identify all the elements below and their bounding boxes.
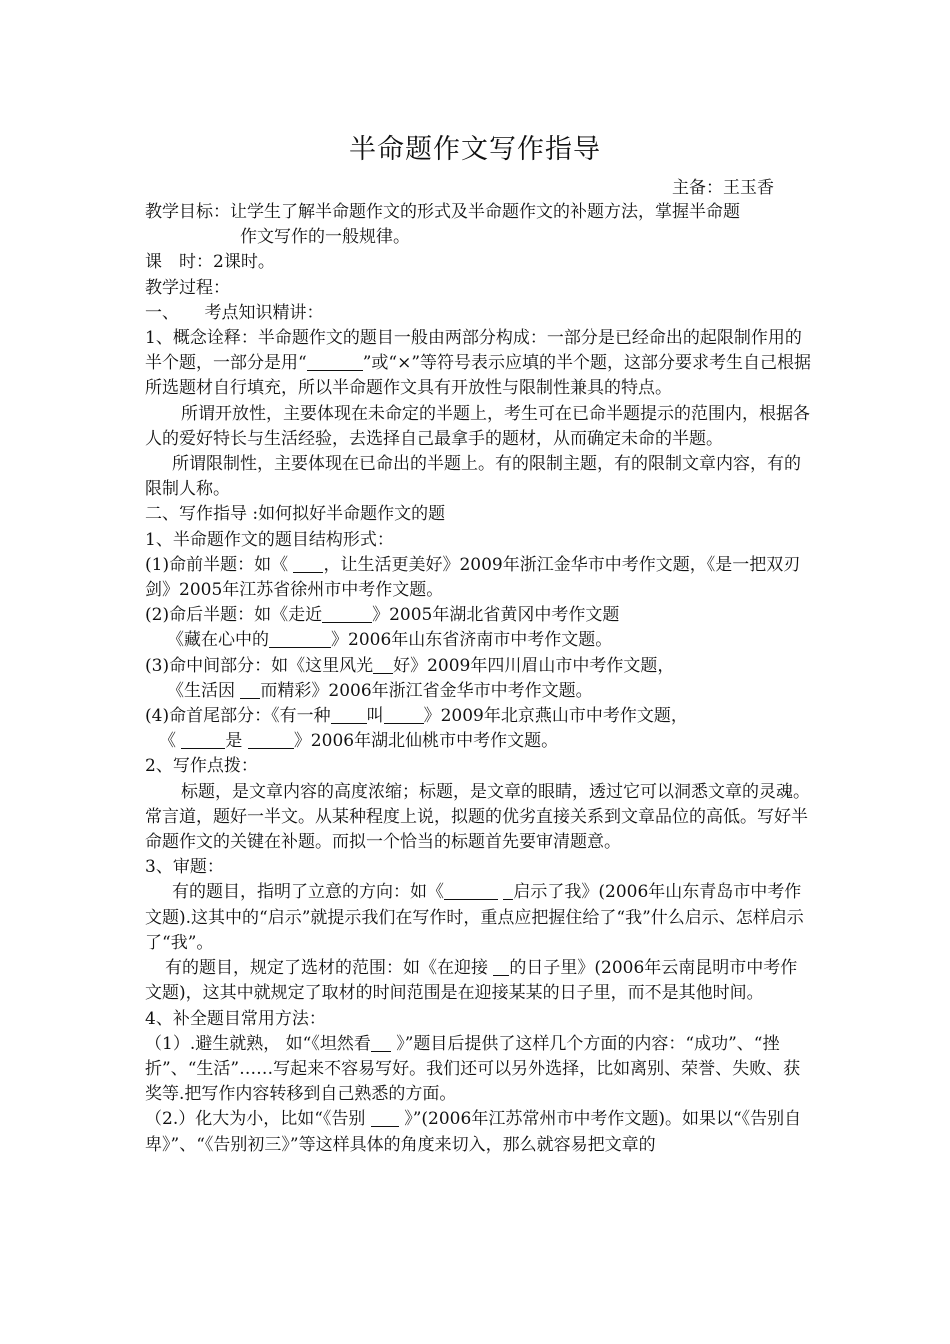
example-3: (3)命中间部分：如《这里风光 好》2009年四川眉山市中考作文题， <box>145 655 675 676</box>
blank-line <box>384 706 424 724</box>
teaching-goal: 教学目标：让学生了解半命题作文的形式及半命题作文的补题方法，掌握半命题 <box>145 202 740 222</box>
subsection-structure: 1、半命题作文的题目结构形式： <box>145 529 394 550</box>
concept-paragraph: 1、概念诠释：半命题作文的题目一般由两部分构成：一部分是已经命出的起限制作用的半个题，一部分是用“ ”或“×”等符号表示应填的半个题，这部分要求考生自己根据所选题材自行填充，所以半命题作文具有开放性与限制性兼具的特点。 <box>145 328 812 399</box>
tips-paragraph: 标题，是文章内容的高度浓缩；标题，是文章的眼睛，透过它可以洞悉文章的灵魂。常言道，题好一半文。从某种程度上说，拟题的优劣直接关系到文章品位的高低。写好半命题作文的关键在补题。而拟一个恰当的标题首先要审清题意。 <box>145 781 810 853</box>
openness-paragraph: 所谓开放性，主要体现在未命定的半题上，考生可在已命半题提示的范围内，根据各人的爱好特长与生活经验，去选择自己最拿手的题材，从而确定未命的半题。 <box>145 403 810 449</box>
example-2: (2)命后半题：如《走近 》2005年湖北省黄冈中考作文题 <box>145 605 620 626</box>
process-heading: 教学过程： <box>145 277 230 298</box>
teaching-goal-cont: 作文写作的一般规律。 <box>240 227 410 248</box>
blank-line <box>293 555 323 573</box>
method-2: （2.）化大为小，比如“《告别 》”(2006年江苏常州市中考作文题)。如果以“《告别自卑》”、“《告别初三》”等这样具体的角度来切入，那么就容易把文章的 <box>145 1109 802 1155</box>
example-3-cont: 《生活因 而精彩》2006年浙江省金华市中考作文题。 <box>167 680 593 701</box>
blank-line <box>322 605 372 623</box>
blank-line <box>331 706 367 724</box>
section-1-heading: 一、 考点知识精讲： <box>145 302 324 323</box>
examine-paragraph-1: 有的题目，指明了立意的方向：如《 启示了我》(2006年山东青岛市中考作文题).这其中的“启示”就提示我们在写作时，重点应把握住给了“我”什么启示、怎样启示了“我”。 <box>145 882 804 953</box>
blank-line <box>248 731 294 749</box>
blank-line <box>373 656 393 674</box>
author-line: 主备：王玉香 <box>672 178 774 198</box>
blank-line <box>269 630 331 648</box>
blank-line <box>503 882 513 900</box>
blank-line <box>371 1109 399 1127</box>
blank-line <box>493 958 509 976</box>
example-4: (4)命首尾部分：《有一种 叫 》2009年北京燕山市中考作文题， <box>145 706 688 727</box>
section-2-heading: 二、写作指导 :如何拟好半命题作文的题 <box>145 504 446 525</box>
blank-line <box>444 882 498 900</box>
example-1: (1)命前半题：如《 ，让生活更美好》2009年浙江金华市中考作文题，《是一把双刃剑》2005年江苏省徐州市中考作文题。 <box>145 554 801 601</box>
example-2-cont: 《藏在心中的 》2006年山东省济南市中考作文题。 <box>167 630 613 651</box>
class-hours: 课 时：2课时。 <box>145 252 275 273</box>
subsection-tips: 2、写作点拨： <box>145 756 258 777</box>
method-1: （1）.避生就熟， 如“《坦然看 》”题目后提供了这样几个方面的内容：“成功”、“挫折”、“生活”……写起来不容易写好。我们还可以另外选择，比如离别、荣誉、失败、获奖等.把写作内容转移到自己熟悉的方面。 <box>145 1033 801 1105</box>
blank-line <box>240 681 260 699</box>
example-4-cont: 《 是 》2006年湖北仙桃市中考作文题。 <box>159 731 559 752</box>
blank-line <box>371 1034 391 1052</box>
document-body <box>145 200 812 1158</box>
subsection-methods: 4、补全题目常用方法： <box>145 1008 326 1029</box>
examine-paragraph-2: 有的题目，规定了选材的范围：如《在迎接 的日子里》(2006年云南昆明市中考作文题)，这其中就规定了取材的时间范围是在迎接某某的日子里，而不是其他时间。 <box>145 958 798 1004</box>
document-title: 半命题作文写作指导 <box>349 134 601 165</box>
blank-line <box>307 353 363 371</box>
subsection-examine: 3、审题： <box>145 857 224 878</box>
blank-line <box>181 731 225 749</box>
restriction-paragraph: 所谓限制性，主要体现在已命出的半题上。有的限制主题，有的限制文章内容，有的限制人称。 <box>145 454 801 500</box>
